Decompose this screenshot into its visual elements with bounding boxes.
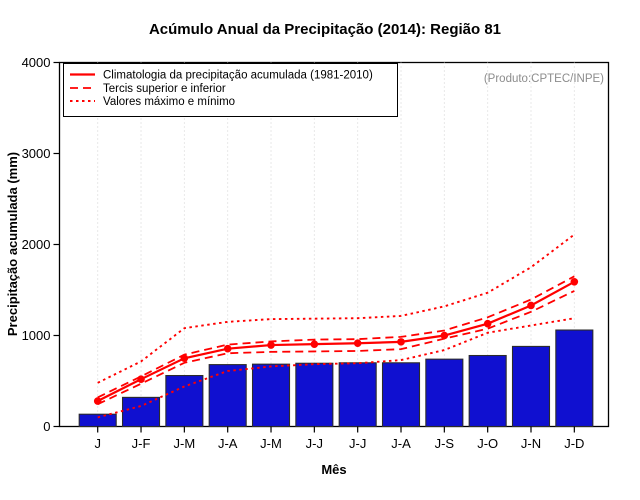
bar-J-M [253,364,290,426]
bar-J [79,414,116,426]
x-tick-label: J-N [520,436,542,451]
bar-J-N [513,346,550,426]
legend-item-climatology: Climatologia da precipitação acumulada (1981-2010) [103,69,373,82]
bar-J-A [209,365,246,427]
x-axis [94,427,584,452]
x-tick-label: J-A [217,436,238,451]
bar-J-S [426,359,463,426]
x-tick-label: J-O [477,436,499,451]
x-axis-label: Mês [321,462,347,477]
x-tick-label: J-F [131,436,151,451]
bar-J-M [166,376,203,427]
bar-J-A [383,363,420,427]
bar-J-J [339,363,376,427]
y-tick-label: 4000 [21,55,51,70]
y-axis-label: Precipitação acumulada (mm) [5,151,20,337]
data-point-marker [397,338,405,346]
data-point-marker [484,320,492,328]
y-axis [22,55,60,434]
x-tick-label: J-S [434,436,455,451]
y-tick-label: 2000 [21,237,51,252]
data-point-marker [354,339,362,347]
x-tick-label: J-J [349,436,367,451]
bar-J-F [123,397,160,426]
data-point-marker [224,345,232,353]
chart-title: Acúmulo Anual da Precipitação (2014): Região 81 [148,21,502,38]
x-tick-label: J-M [260,436,282,451]
y-tick-label: 3000 [21,146,51,161]
data-point-marker [527,302,535,310]
data-point-marker [311,340,319,348]
data-point-marker [571,278,579,286]
x-tick-label: J-M [173,436,196,451]
y-tick-label: 0 [43,419,51,434]
x-tick-label: J-A [391,436,411,451]
legend-item-max-min: Valores máximo e mínimo [103,96,236,108]
x-tick-label: J-J [305,436,324,451]
y-tick-label: 1000 [21,328,51,343]
x-tick-label: J-D [564,436,585,451]
legend [64,64,398,117]
product-annotation: (Produto:CPTEC/INPE) [483,73,604,85]
bar-J-J [296,363,333,426]
legend-item-terciles: Tercis superior e inferior [103,83,226,95]
bar-J-D [556,330,593,426]
data-point-marker [137,375,145,383]
data-point-marker [267,341,275,349]
x-tick-label: J [94,436,101,451]
bar-J-O [469,356,506,427]
